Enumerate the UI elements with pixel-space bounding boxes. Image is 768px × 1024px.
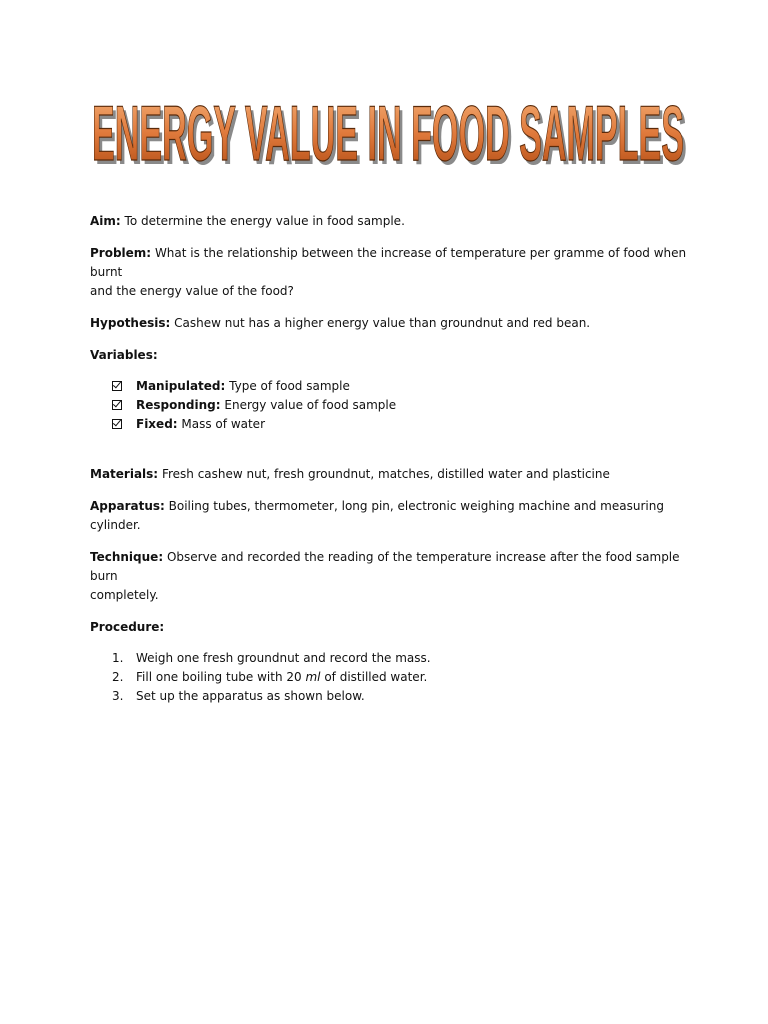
variable-text: Type of food sample <box>229 379 350 393</box>
title-shadow: ENERGY VALUE IN FOOD SAMPLES <box>95 93 687 175</box>
list-item <box>90 396 690 415</box>
checkbox-icon <box>112 381 122 391</box>
checkbox-icon <box>112 419 122 429</box>
variable-label: Fixed: <box>136 417 178 431</box>
procedure-label: Procedure: <box>90 620 165 634</box>
procedure-heading <box>90 618 690 637</box>
title-wordart <box>88 80 688 175</box>
list-item <box>90 377 690 396</box>
problem-label: Problem: <box>90 246 152 260</box>
materials-text: Fresh cashew nut, fresh groundnut, matches, distilled water and plasticine <box>161 467 610 481</box>
materials-paragraph <box>90 465 690 484</box>
list-item <box>90 687 690 706</box>
aim-paragraph <box>90 212 690 231</box>
step-number: 1. <box>112 651 124 665</box>
procedure-list <box>90 649 690 706</box>
hypothesis-label: Hypothesis: <box>90 316 171 330</box>
technique-text-line1: Observe and recorded the reading of the temperature increase after the food sample burn <box>90 550 680 583</box>
list-item <box>90 649 690 668</box>
variable-text: Energy value of food sample <box>224 398 397 412</box>
step-number: 3. <box>112 689 124 703</box>
variable-label: Responding: <box>136 398 221 412</box>
problem-text-line1: What is the relationship between the increase of temperature per gramme of food when burnt <box>90 246 687 279</box>
variables-heading <box>90 346 690 365</box>
problem-paragraph <box>90 244 690 301</box>
aim-label: Aim: <box>90 214 121 228</box>
variable-label: Manipulated: <box>136 379 226 393</box>
step-text: Weigh one fresh groundnut and record the mass. <box>136 651 431 665</box>
checkbox-icon <box>112 400 122 410</box>
variables-list <box>90 377 690 434</box>
technique-text-line2: completely. <box>90 588 159 602</box>
step-number: 2. <box>112 670 124 684</box>
aim-text: To determine the energy value in food sample. <box>124 214 405 228</box>
technique-paragraph <box>90 548 690 605</box>
variable-text: Mass of water <box>181 417 266 431</box>
step-text-pre: Fill one boiling tube with 20 <box>136 670 306 684</box>
list-item <box>90 668 690 687</box>
step-text-post: of distilled water. <box>320 670 428 684</box>
list-item <box>90 415 690 434</box>
title-svg <box>88 80 688 175</box>
technique-label: Technique: <box>90 550 164 564</box>
unit-ml: ml <box>305 670 321 684</box>
page-title: ENERGY VALUE IN FOOD SAMPLES <box>92 89 684 175</box>
materials-label: Materials: <box>90 467 159 481</box>
problem-text-line2: and the energy value of the food? <box>90 284 294 298</box>
hypothesis-text: Cashew nut has a higher energy value than groundnut and red bean. <box>174 316 591 330</box>
step-text: Set up the apparatus as shown below. <box>136 689 365 703</box>
hypothesis-paragraph <box>90 314 690 333</box>
apparatus-label: Apparatus: <box>90 499 165 513</box>
apparatus-paragraph <box>90 497 690 535</box>
apparatus-text: Boiling tubes, thermometer, long pin, electronic weighing machine and measuring cylinder. <box>90 499 664 532</box>
document-body <box>90 212 690 706</box>
variables-label: Variables: <box>90 348 158 362</box>
